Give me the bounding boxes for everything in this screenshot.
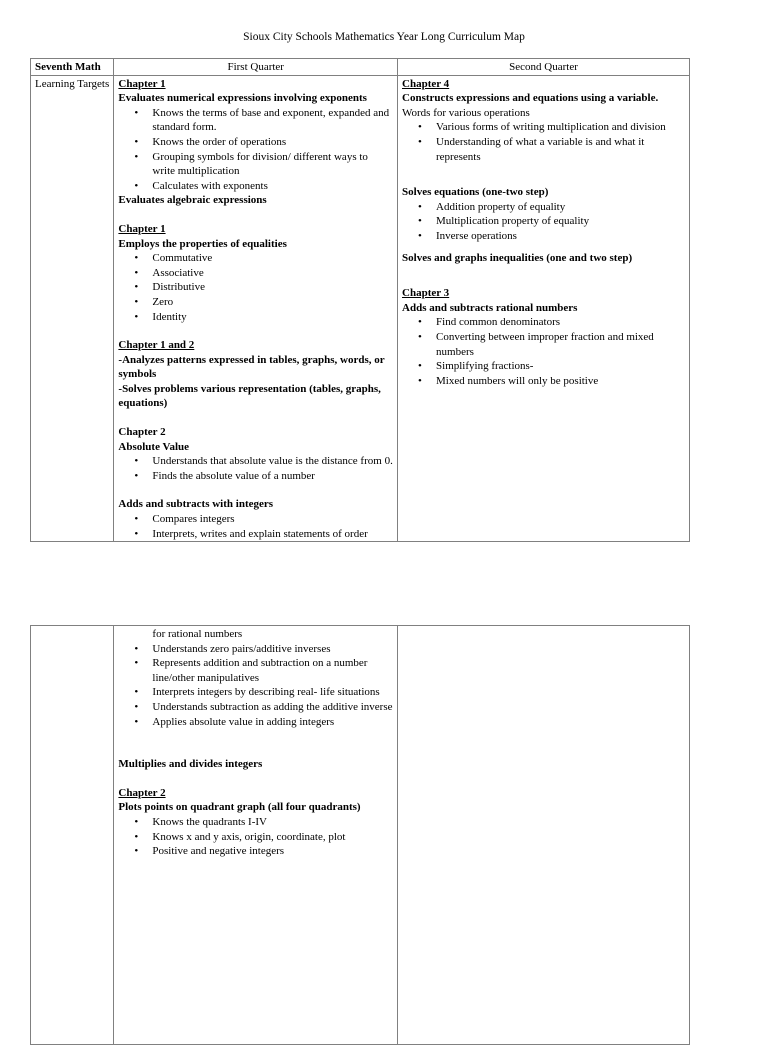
list-item: • Represents addition and subtraction on a number line/other manipulatives <box>152 656 393 685</box>
target-heading: -Analyzes patterns expressed in tables, graphs, words, or symbols <box>118 353 385 381</box>
continued-line: for rational numbers <box>152 628 243 640</box>
target-heading: Solves and graphs inequalities (one and two step) <box>402 251 633 264</box>
first-quarter-cell <box>114 75 398 542</box>
target-heading: Plots points on quadrant graph (all four quadrants) <box>118 801 361 814</box>
row-label: Learning Targets <box>31 75 114 542</box>
list-item: • Commutative <box>152 251 393 266</box>
list-item: • Knows x and y axis, origin, coordinate, plot <box>152 830 393 845</box>
target-heading: Adds and subtracts rational numbers <box>402 301 578 314</box>
target-heading: Solves equations (one-two step) <box>402 186 549 199</box>
table-header-row <box>31 59 690 76</box>
target-heading: Employs the properties of equalities <box>118 237 287 250</box>
header-course: Seventh Math <box>31 59 114 76</box>
chapter-label: Chapter 1 <box>118 222 166 235</box>
chapter-label: Chapter 1 <box>118 77 166 90</box>
target-list <box>118 251 393 324</box>
second-quarter-cell-continued <box>398 626 690 1045</box>
chapter-label: Chapter 4 <box>402 77 450 90</box>
list-item: • Addition property of equality <box>436 200 685 215</box>
list-item: • Multiplication property of equality <box>436 214 685 229</box>
target-list <box>118 642 393 730</box>
list-item: • Knows the terms of base and exponent, expanded and standard form. <box>152 106 393 135</box>
first-quarter-cell-continued <box>114 626 398 1045</box>
target-list <box>402 315 685 388</box>
target-heading: Absolute Value <box>118 440 190 453</box>
list-item: • Converting between improper fraction and mixed numbers <box>436 330 685 359</box>
target-heading: Multiplies and divides integers <box>118 758 263 771</box>
target-list <box>118 512 393 541</box>
list-item: • Identity <box>152 310 393 325</box>
header-second-quarter: Second Quarter <box>398 59 690 76</box>
list-item: • Knows the order of operations <box>152 135 393 150</box>
learning-targets-row <box>31 75 690 542</box>
list-item: • Calculates with exponents <box>152 179 393 194</box>
list-item: • Understanding of what a variable is and what it represents <box>436 135 685 164</box>
list-item: • Mixed numbers will only be positive <box>436 374 685 389</box>
list-item: • Distributive <box>152 280 393 295</box>
chapter-label: Chapter 1 and 2 <box>118 339 195 352</box>
list-item: • Inverse operations <box>436 229 685 244</box>
chapter-label: Chapter 3 <box>402 287 450 300</box>
list-item: • Finds the absolute value of a number <box>152 469 393 484</box>
list-item: • Understands subtraction as adding the additive inverse <box>152 700 393 715</box>
list-item: • Grouping symbols for division/ different ways to write multiplication <box>152 150 393 179</box>
list-item: • Compares integers <box>152 512 393 527</box>
header-first-quarter: First Quarter <box>114 59 398 76</box>
target-heading: -Solves problems various representation (tables, graphs, equations) <box>118 382 381 410</box>
document-title: Sioux City Schools Mathematics Year Long Curriculum Map <box>243 31 525 43</box>
list-item: • Interprets, writes and explain statements of order <box>152 527 393 542</box>
list-item: • Various forms of writing multiplication and division <box>436 120 685 135</box>
target-list <box>118 454 393 483</box>
list-item: • Associative <box>152 266 393 281</box>
list-item: • Zero <box>152 295 393 310</box>
target-list <box>402 120 685 164</box>
row-label-empty <box>31 626 114 1045</box>
target-heading: Evaluates algebraic expressions <box>118 194 267 207</box>
target-list <box>118 815 393 859</box>
continued-row <box>31 626 690 1045</box>
list-item: • Understands zero pairs/additive inverses <box>152 642 393 657</box>
list-item: • Find common denominators <box>436 315 685 330</box>
target-subheading: Words for various operations <box>402 106 530 119</box>
list-item: • Applies absolute value in adding integers <box>152 715 393 730</box>
list-item: • Positive and negative integers <box>152 844 393 859</box>
curriculum-table-page-2 <box>30 625 690 1045</box>
list-item: • Simplifying fractions- <box>436 359 685 374</box>
second-quarter-cell <box>398 75 690 542</box>
list-item: • Understands that absolute value is the distance from 0. <box>152 454 393 469</box>
list-item: • Knows the quadrants I-IV <box>152 815 393 830</box>
chapter-label: Chapter 2 <box>118 426 166 439</box>
target-heading: Evaluates numerical expressions involving exponents <box>118 92 367 105</box>
list-item: • Interprets integers by describing real- life situations <box>152 685 393 700</box>
target-list <box>118 106 393 194</box>
target-heading: Constructs expressions and equations using a variable. <box>402 92 659 105</box>
chapter-label: Chapter 2 <box>118 786 166 799</box>
curriculum-table-page-1 <box>30 58 690 542</box>
target-heading: Adds and subtracts with integers <box>118 498 274 511</box>
target-list <box>402 200 685 244</box>
